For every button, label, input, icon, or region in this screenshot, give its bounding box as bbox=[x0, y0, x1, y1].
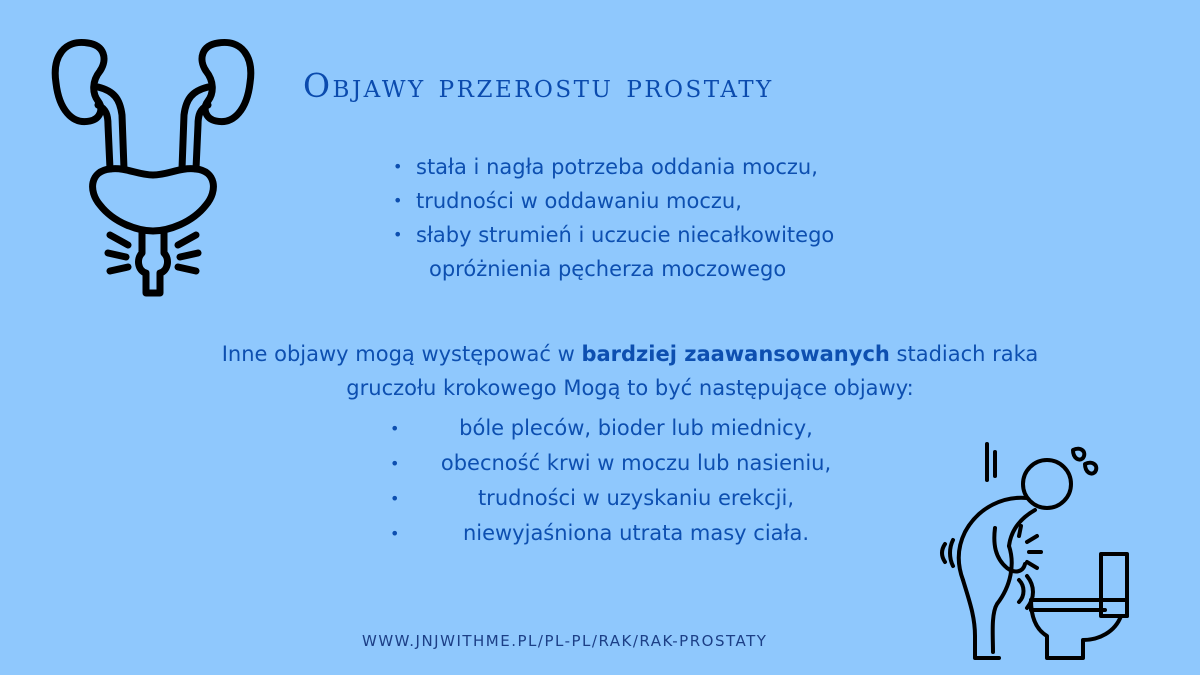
list-item-text: trudności w uzyskaniu erekcji, bbox=[477, 486, 795, 510]
bullet: • bbox=[390, 454, 400, 473]
advanced-paragraph bbox=[150, 337, 1110, 405]
paragraph-bold-text: bardziej zaawansowanych bbox=[581, 342, 890, 366]
source-url: WWW.JNJWITHME.PL/PL-PL/RAK/RAK-PROSTATY bbox=[362, 632, 768, 650]
list-item-continuation bbox=[416, 252, 834, 286]
list-item-text: bóle pleców, bioder lub miednicy, bbox=[459, 416, 813, 440]
page-title: Objawy przerostu prostaty bbox=[303, 66, 774, 105]
list-item bbox=[390, 516, 860, 551]
list-item bbox=[390, 481, 860, 516]
list-item-text: niewyjaśniona utrata masy ciała. bbox=[462, 521, 810, 545]
bullet: • bbox=[393, 157, 403, 176]
bullet: • bbox=[393, 225, 403, 244]
advanced-symptoms-list bbox=[390, 411, 860, 551]
list-item-text: stała i nagła potrzeba oddania moczu, bbox=[416, 155, 818, 179]
list-item-text: trudności w oddawaniu moczu, bbox=[416, 189, 742, 213]
paragraph-text: Inne objawy mogą występować w bbox=[221, 342, 582, 366]
urinary-system-icon bbox=[50, 35, 260, 300]
list-item bbox=[393, 150, 834, 184]
list-item-text: słaby strumień i uczucie niecałkowitego bbox=[416, 223, 835, 247]
paragraph-text: stadiach raka bbox=[889, 342, 1039, 366]
list-item bbox=[390, 411, 860, 446]
bullet: • bbox=[393, 191, 403, 210]
bullet: • bbox=[390, 489, 400, 508]
paragraph-text: gruczołu krokowego Mogą to być następujące objawy: bbox=[346, 376, 914, 400]
symptoms-list bbox=[393, 150, 835, 286]
list-item bbox=[393, 184, 834, 218]
bullet: • bbox=[390, 524, 400, 543]
man-with-pain-at-toilet-icon bbox=[935, 440, 1135, 665]
list-item bbox=[390, 446, 860, 481]
list-item-text: obecność krwi w moczu lub nasieniu, bbox=[440, 451, 832, 475]
list-item-text: opróżnienia pęcherza moczowego bbox=[429, 257, 787, 281]
bullet: • bbox=[390, 419, 400, 438]
list-item bbox=[393, 218, 835, 252]
